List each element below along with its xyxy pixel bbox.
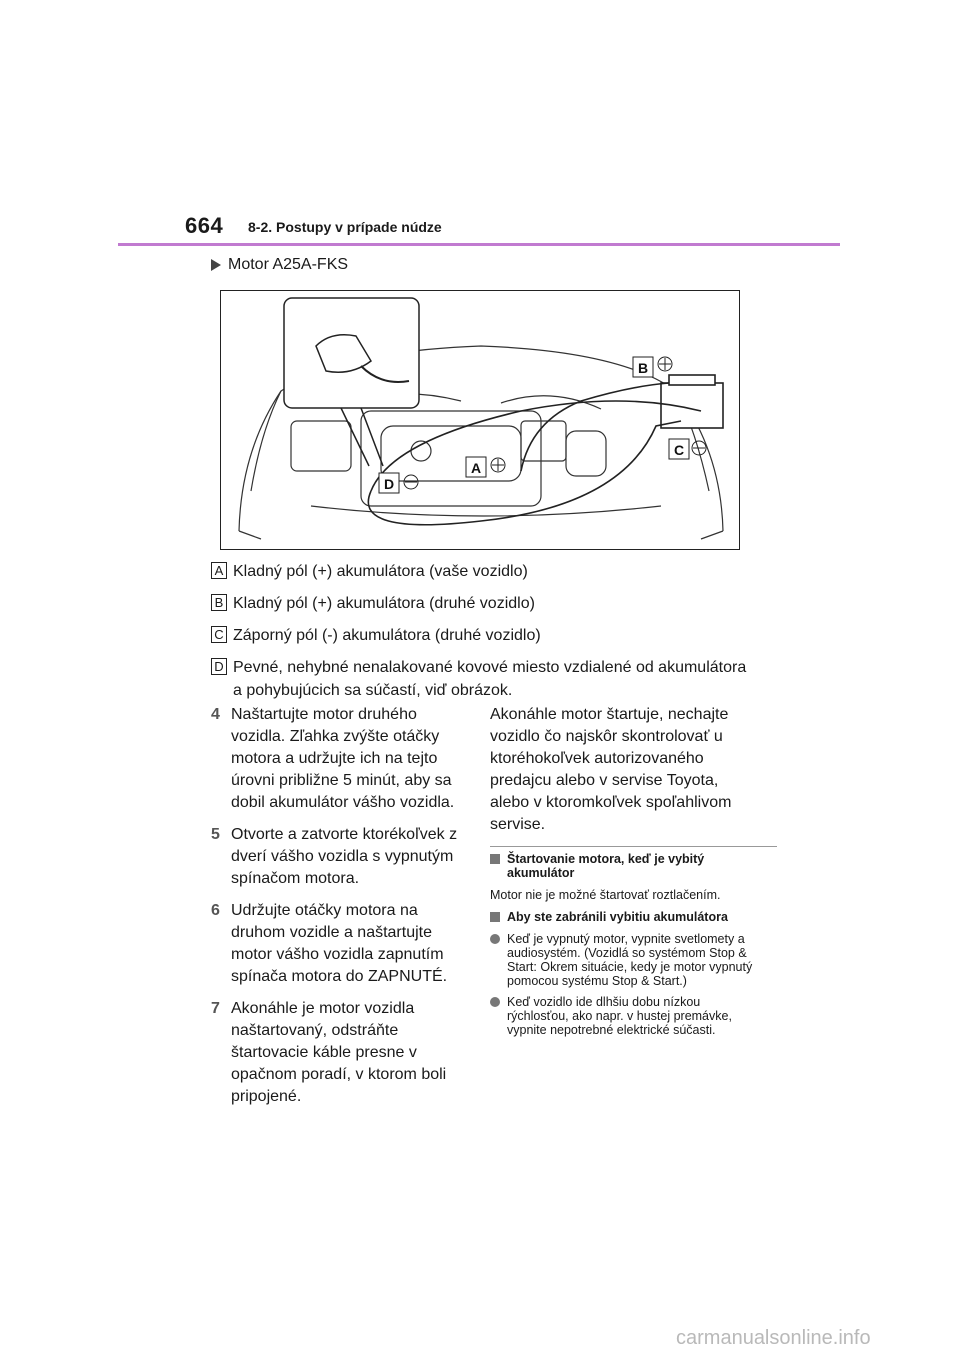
- circle-bullet-icon: [490, 997, 500, 1007]
- step-4: [211, 704, 473, 814]
- cable-outer: [371, 401, 701, 491]
- note-text-push-start: Motor nie je možné štartovať roztlačením.: [490, 888, 721, 902]
- fender-left: [239, 391, 281, 539]
- section-title: 8-2. Postupy v prípade núdze: [248, 219, 442, 235]
- step-text: Naštartujte motor druhého vozidla. Zľahka zvýšte otáčky motora a udržujte ich na tejto úrovni približne 5 minút, aby sa dobil akumulátor vášho vozidla.: [231, 706, 455, 811]
- callout-legend: [211, 560, 756, 711]
- legend-key-d: D: [211, 658, 227, 675]
- header-rule: [118, 243, 840, 246]
- step-text: Udržujte otáčky motora na druhom vozidle a naštartujte motor vášho vozidla zapnutím spínača motora do ZAPNUTÉ.: [231, 902, 448, 985]
- legend-item-a: [211, 560, 756, 583]
- callout-a: A: [471, 460, 482, 476]
- note-bullet-text: Keď vozidlo ide dlhšiu dobu nízkou rýchlosťou, ako napr. v hustej premávke, vypnite nepotrebné elektrické súčasti.: [507, 995, 732, 1037]
- legend-key-b: B: [211, 594, 227, 611]
- engine-bay-illustration: [220, 290, 740, 550]
- page-number: 664: [185, 213, 224, 238]
- legend-text-c: Záporný pól (-) akumulátora (druhé vozidlo): [233, 627, 541, 644]
- note-heading-prevent-discharge: [490, 910, 760, 924]
- note-heading-text: Aby ste zabránili vybitiu akumulátora: [507, 910, 728, 924]
- legend-key-a: A: [211, 562, 227, 579]
- engine-heading: [211, 256, 348, 274]
- step-number: 5: [211, 826, 220, 843]
- step-5: [211, 824, 473, 890]
- callout-b: B: [638, 360, 649, 376]
- note-bullet-engine-off: [490, 932, 760, 988]
- watermark: carmanualsonline.info: [676, 1327, 871, 1349]
- steps-column: [211, 704, 473, 1118]
- square-bullet-icon: [490, 912, 500, 922]
- callout-d: D: [384, 476, 395, 492]
- coolant-reservoir: [566, 431, 606, 476]
- after-start-paragraph: Akonáhle motor štartuje, nechajte vozidlo čo najskôr skontrolovať u ktoréhokoľvek autorizovaného predajcu alebo v servise Toyota, alebo v ktoromkoľvek spoľahlivom servise.: [490, 706, 732, 833]
- battery-top: [669, 375, 715, 385]
- step-6: [211, 900, 473, 988]
- square-bullet-icon: [490, 854, 500, 864]
- inset-frame: [284, 298, 419, 408]
- step-text: Otvorte a zatvorte ktorékoľvek z dverí vášho vozidla s vypnutým spínačom motora.: [231, 826, 458, 887]
- circle-bullet-icon: [490, 934, 500, 944]
- step-number: 6: [211, 902, 220, 919]
- notes-section: [490, 852, 760, 1044]
- note-bullet-text: Keď je vypnutý motor, vypnite svetlomety a audiosystém. (Vozidlá so systémom Stop & Start: Okrem situácie, kedy je motor vypnutý pomocou systému Stop & Start.): [507, 932, 753, 988]
- right-column: [490, 704, 752, 836]
- legend-key-c: C: [211, 626, 227, 643]
- legend-text-a: Kladný pól (+) akumulátora (vaše vozidlo): [233, 563, 528, 580]
- engine-cover: [381, 426, 521, 481]
- radiator-support: [311, 506, 661, 516]
- legend-item-c: [211, 624, 756, 647]
- triangle-bullet-icon: [211, 259, 221, 271]
- step-text: Akonáhle je motor vozidla naštartovaný, odstráňte štartovacie káble presne v opačnom poradí, v ktorom boli pripojené.: [231, 1000, 447, 1105]
- engine-heading-label: Motor A25A-FKS: [228, 256, 349, 273]
- callout-c: C: [674, 442, 685, 458]
- step-number: 4: [211, 706, 220, 723]
- air-filter-box: [291, 421, 351, 471]
- step-number: 7: [211, 1000, 220, 1017]
- step-7: [211, 998, 473, 1108]
- legend-text-d: Pevné, nehybné nenalakované kovové miesto vzdialené od akumulátora a pohybujúcich sa súčastí, viď obrázok.: [233, 659, 747, 699]
- notes-divider: [490, 846, 777, 847]
- note-heading-dead-battery: [490, 852, 760, 880]
- engine-bay-drawing: [221, 291, 741, 551]
- note-heading-text: Štartovanie motora, keď je vybitý akumulátor: [507, 852, 705, 880]
- note-bullet-low-speed: [490, 995, 760, 1037]
- legend-item-b: [211, 592, 756, 615]
- fuse-box: [521, 421, 566, 461]
- legend-item-d: [211, 656, 756, 702]
- legend-text-b: Kladný pól (+) akumulátora (druhé vozidlo): [233, 595, 535, 612]
